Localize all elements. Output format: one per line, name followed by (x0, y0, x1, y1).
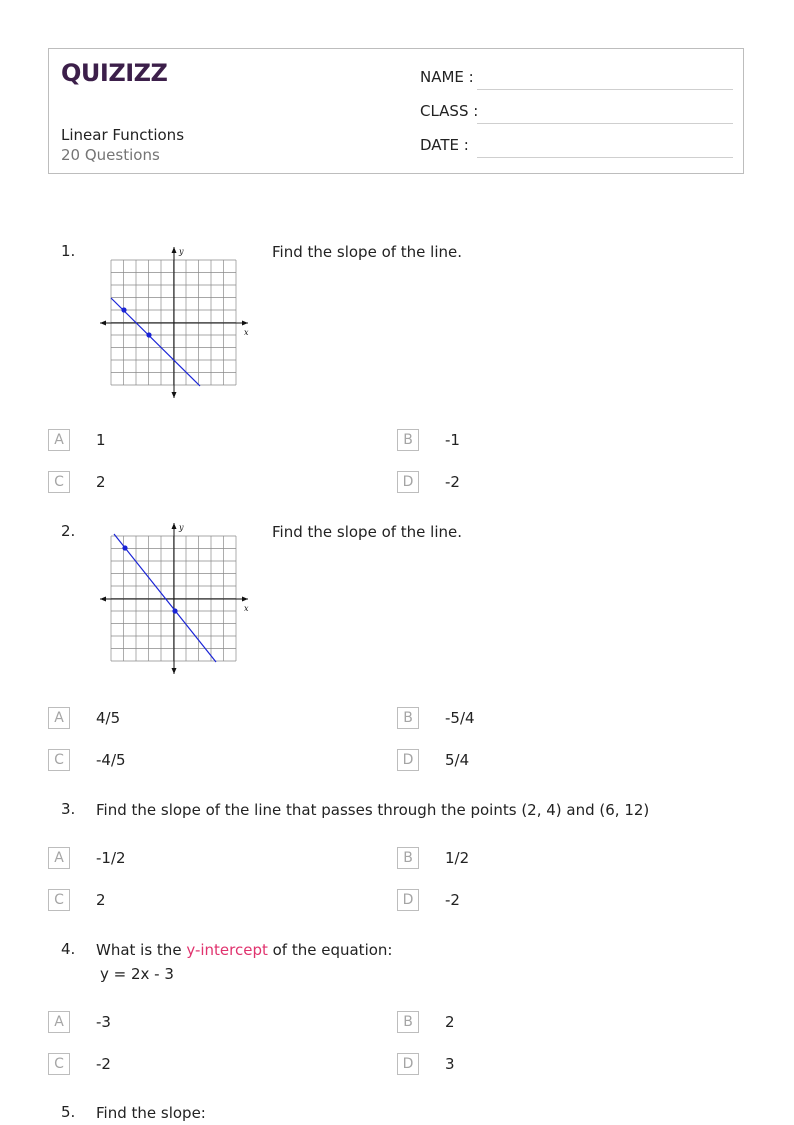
x-axis-arrow (242, 597, 248, 602)
class-line (477, 123, 733, 124)
option-b-box[interactable]: B (397, 429, 419, 451)
question-number: 4. (61, 940, 76, 958)
option-a-box[interactable]: A (48, 429, 70, 451)
option-c-text: -2 (96, 1055, 111, 1073)
plotted-point (172, 608, 177, 613)
question-text: Find the slope of the line. (272, 523, 463, 541)
question-number: 3. (61, 800, 76, 818)
question-text-after: of the equation: (267, 941, 393, 959)
class-label: CLASS : (420, 102, 479, 120)
option-c-text: -4/5 (96, 751, 126, 769)
y-axis-label: y (179, 247, 184, 256)
y-axis-label: y (179, 523, 184, 532)
option-d-text: 3 (445, 1055, 455, 1073)
option-a-text: 1 (96, 431, 106, 449)
option-b-text: 2 (445, 1013, 455, 1031)
worksheet-title: Linear Functions (61, 126, 185, 144)
option-b-text: 1/2 (445, 849, 470, 867)
option-c-text: 2 (96, 473, 106, 491)
option-d-box[interactable]: D (397, 749, 419, 771)
question-text: Find the slope of the line. (272, 243, 463, 261)
plotted-point (121, 307, 126, 312)
question-text-before: What is the (96, 941, 187, 959)
option-c-box[interactable]: C (48, 749, 70, 771)
option-b-text: -1 (445, 431, 460, 449)
graphed-line (114, 534, 216, 662)
date-line (477, 157, 733, 158)
option-d-box[interactable]: D (397, 471, 419, 493)
option-d-text: 5/4 (445, 751, 470, 769)
option-a-box[interactable]: A (48, 707, 70, 729)
question-text (96, 938, 392, 962)
question-number: 2. (61, 522, 76, 540)
option-d-text: -2 (445, 891, 460, 909)
question-number: 1. (61, 242, 76, 260)
x-axis-arrow (100, 321, 106, 326)
date-label: DATE : (420, 136, 469, 154)
plotted-point (122, 545, 127, 550)
option-d-box[interactable]: D (397, 889, 419, 911)
question-number: 5. (61, 1103, 76, 1121)
y-axis-arrow (172, 247, 177, 253)
option-b-box[interactable]: B (397, 847, 419, 869)
option-b-box[interactable]: B (397, 1011, 419, 1033)
option-c-box[interactable]: C (48, 471, 70, 493)
option-c-box[interactable]: C (48, 889, 70, 911)
option-d-box[interactable]: D (397, 1053, 419, 1075)
plotted-point (146, 332, 151, 337)
coordinate-graph (96, 520, 254, 678)
name-label: NAME : (420, 68, 474, 86)
x-axis-label: x (244, 328, 249, 337)
question-text: Find the slope of the line that passes through the points (2, 4) and (6, 12) (96, 801, 650, 819)
name-line (477, 89, 733, 90)
option-a-text: -3 (96, 1013, 111, 1031)
x-axis-label: x (244, 604, 249, 613)
highlighted-term: y-intercept (186, 941, 268, 959)
y-axis-arrow (172, 392, 177, 398)
option-a-text: 4/5 (96, 709, 121, 727)
y-axis-arrow (172, 668, 177, 674)
x-axis-arrow (242, 321, 248, 326)
question-text: Find the slope: (96, 1104, 206, 1122)
x-axis-arrow (100, 597, 106, 602)
option-a-box[interactable]: A (48, 847, 70, 869)
option-c-box[interactable]: C (48, 1053, 70, 1075)
y-axis-arrow (172, 523, 177, 529)
option-b-box[interactable]: B (397, 707, 419, 729)
worksheet-header (48, 48, 744, 174)
coordinate-graph (96, 244, 254, 402)
quizizz-logo: QUIZIZZ (61, 59, 168, 87)
option-a-text: -1/2 (96, 849, 126, 867)
option-b-text: -5/4 (445, 709, 475, 727)
option-a-box[interactable]: A (48, 1011, 70, 1033)
question-count: 20 Questions (61, 146, 160, 164)
equation: y = 2x - 3 (100, 965, 174, 983)
option-c-text: 2 (96, 891, 106, 909)
option-d-text: -2 (445, 473, 460, 491)
